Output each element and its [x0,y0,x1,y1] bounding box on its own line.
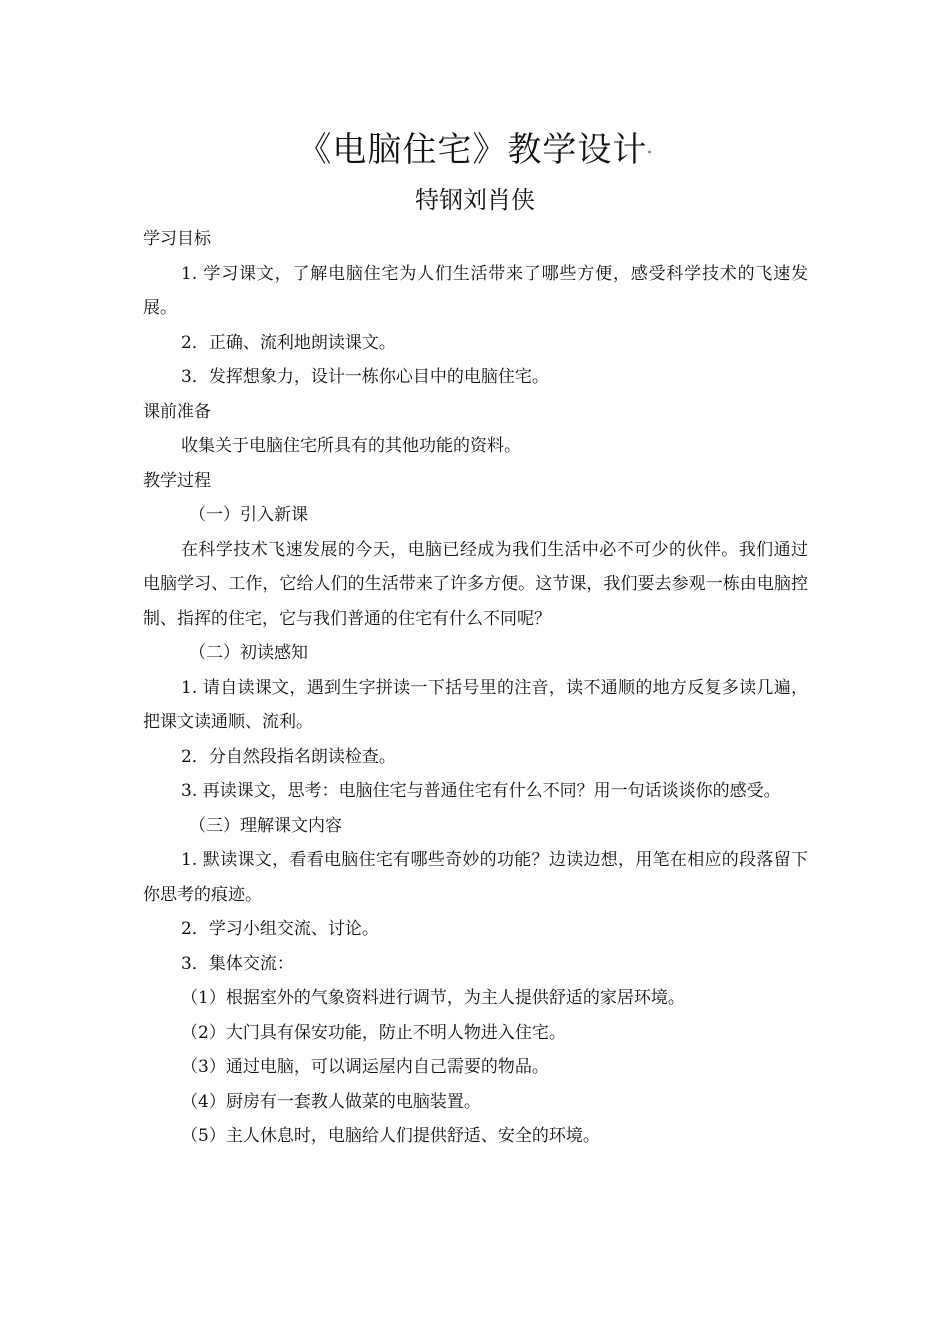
exchange-point-2: （2）大门具有保安功能，防止不明人物进入住宅。 [181,1022,566,1043]
step-2-item-1: 1. 请自读课文，遇到生字拼读一下括号里的注音，读不通顺的地方反复多读几遍，把课文读通顺、流利。 [143,677,808,732]
step-heading-1: （一）引入新课 [189,505,308,525]
exchange-point-4: （4）厨房有一套教人做菜的电脑装置。 [181,1091,481,1112]
step-3-item-3: 3．集体交流： [181,953,294,974]
title-text: 《电脑住宅》教学设计 [297,130,648,170]
step-3-item-1: 1. 默读课文，看看电脑住宅有哪些奇妙的功能？边读边想，用笔在相应的段落留下你思考的痕迹。 [143,850,808,905]
document-title [0,128,950,174]
step-2-item-3: 3. 再读课文，思考：电脑住宅与普通住宅有什么不同？用一句话谈谈你的感受。 [181,781,781,801]
step-3-item-2: 2．学习小组交流、讨论。 [181,919,379,939]
exchange-point-3: （3）通过电脑，可以调运屋内自己需要的物品。 [181,1057,549,1077]
goal-item-2: 2．正确、流利地朗读课文。 [181,332,396,353]
document-body [143,222,808,1154]
step-heading-3: （三）理解课文内容 [189,815,342,836]
step-1-text: 在科学技术飞速发展的今天，电脑已经成为我们生活中必不可少的伙伴。我们通过电脑学习、工作，它给人们的生活带来了许多方便。这节课，我们要去参观一栋由电脑控制、指挥的住宅，它与我们普通的住宅有什么不同呢？ [143,539,808,629]
section-heading-goals: 学习目标 [143,229,211,249]
author-name: 特钢刘肖侠 [415,186,535,214]
title-trailing-mark: - [647,144,653,159]
exchange-point-5: （5）主人休息时，电脑给人们提供舒适、安全的环境。 [181,1126,600,1146]
step-2-item-2: 2．分自然段指名朗读检查。 [181,746,396,767]
goal-item-1: 1. 学习课文，了解电脑住宅为人们生活带来了哪些方便，感受科学技术的飞速发展。 [143,263,808,318]
section-heading-prep: 课前准备 [143,401,211,422]
prep-text: 收集关于电脑住宅所具有的其他功能的资料。 [181,436,521,456]
section-heading-process: 教学过程 [143,470,211,491]
step-heading-2: （二）初读感知 [189,643,308,663]
exchange-point-1: （1）根据室外的气象资料进行调节，为主人提供舒适的家居环境。 [181,988,685,1008]
goal-item-3: 3．发挥想象力，设计一栋你心目中的电脑住宅。 [181,367,549,387]
